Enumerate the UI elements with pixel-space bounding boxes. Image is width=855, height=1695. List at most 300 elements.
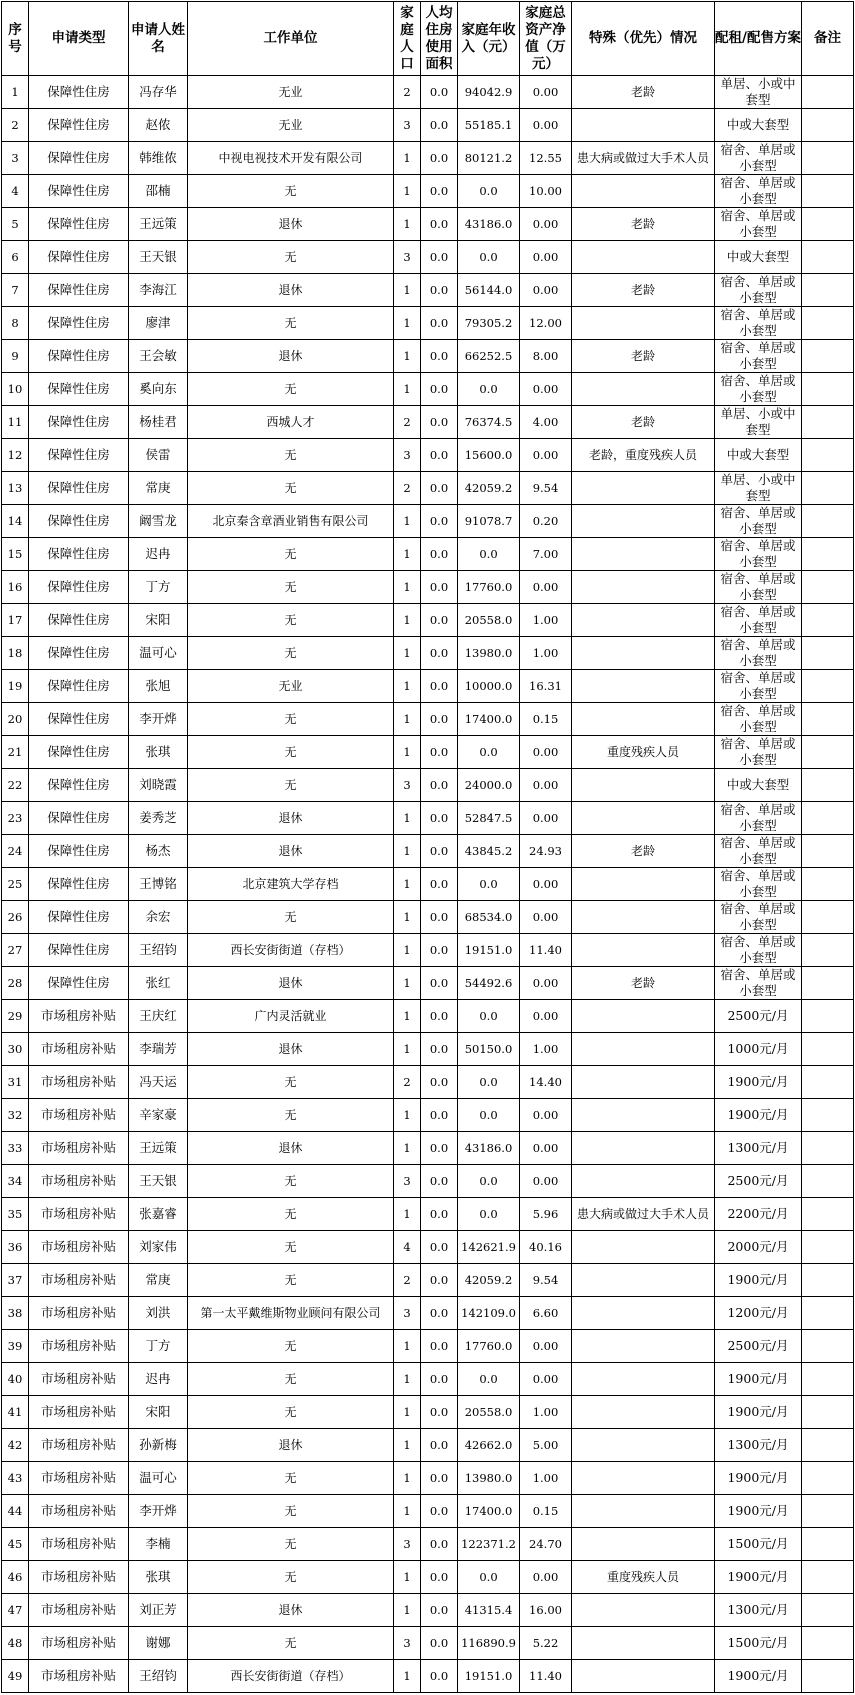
cell-area-per-person: 0.0 (421, 769, 458, 802)
cell-area-per-person: 0.0 (421, 901, 458, 934)
cell-applicant-name: 李开烨 (129, 703, 188, 736)
cell-area-per-person: 0.0 (421, 571, 458, 604)
table-row (2, 1528, 854, 1561)
cell-net-assets: 1.00 (520, 637, 572, 670)
cell-household-size: 1 (394, 1099, 421, 1132)
cell-remarks (802, 439, 854, 472)
cell-remarks (802, 868, 854, 901)
cell-application-type: 保障性住房 (29, 175, 129, 208)
cell-annual-income: 42662.0 (458, 1429, 520, 1462)
cell-allocation-plan: 1900元/月 (715, 1495, 802, 1528)
cell-household-size: 1 (394, 1363, 421, 1396)
cell-index: 14 (2, 505, 29, 538)
cell-application-type: 保障性住房 (29, 967, 129, 1000)
cell-annual-income: 0.0 (458, 1561, 520, 1594)
cell-remarks (802, 934, 854, 967)
cell-remarks (802, 1066, 854, 1099)
cell-annual-income: 19151.0 (458, 1660, 520, 1693)
table-row (2, 1132, 854, 1165)
cell-remarks (802, 1594, 854, 1627)
cell-net-assets: 0.00 (520, 1099, 572, 1132)
cell-remarks (802, 76, 854, 109)
cell-application-type: 市场租房补贴 (29, 1099, 129, 1132)
cell-work-unit: 无 (188, 1462, 394, 1495)
cell-special-case (572, 1000, 715, 1033)
table-row (2, 109, 854, 142)
cell-annual-income: 20558.0 (458, 1396, 520, 1429)
cell-application-type: 市场租房补贴 (29, 1231, 129, 1264)
cell-special-case (572, 1396, 715, 1429)
cell-net-assets: 11.40 (520, 934, 572, 967)
cell-household-size: 2 (394, 1264, 421, 1297)
cell-allocation-plan: 宿舍、单居或小套型 (715, 637, 802, 670)
cell-area-per-person: 0.0 (421, 934, 458, 967)
cell-application-type: 保障性住房 (29, 670, 129, 703)
cell-work-unit: 无业 (188, 670, 394, 703)
cell-remarks (802, 835, 854, 868)
cell-special-case: 老龄 (572, 406, 715, 439)
cell-area-per-person: 0.0 (421, 1000, 458, 1033)
cell-remarks (802, 1363, 854, 1396)
cell-household-size: 3 (394, 769, 421, 802)
cell-application-type: 保障性住房 (29, 76, 129, 109)
cell-net-assets: 0.00 (520, 274, 572, 307)
cell-applicant-name: 温可心 (129, 1462, 188, 1495)
table-row (2, 76, 854, 109)
cell-allocation-plan: 2500元/月 (715, 1330, 802, 1363)
cell-index: 24 (2, 835, 29, 868)
cell-area-per-person: 0.0 (421, 274, 458, 307)
cell-net-assets: 9.54 (520, 1264, 572, 1297)
cell-application-type: 保障性住房 (29, 109, 129, 142)
cell-special-case (572, 769, 715, 802)
cell-index: 35 (2, 1198, 29, 1231)
cell-application-type: 市场租房补贴 (29, 1396, 129, 1429)
cell-remarks (802, 175, 854, 208)
cell-application-type: 市场租房补贴 (29, 1561, 129, 1594)
cell-special-case (572, 241, 715, 274)
cell-allocation-plan: 宿舍、单居或小套型 (715, 142, 802, 175)
cell-area-per-person: 0.0 (421, 439, 458, 472)
cell-area-per-person: 0.0 (421, 802, 458, 835)
cell-remarks (802, 670, 854, 703)
cell-annual-income: 94042.9 (458, 76, 520, 109)
cell-remarks (802, 373, 854, 406)
cell-special-case: 老龄 (572, 340, 715, 373)
cell-index: 3 (2, 142, 29, 175)
table-row (2, 1033, 854, 1066)
cell-household-size: 1 (394, 1462, 421, 1495)
cell-allocation-plan: 1500元/月 (715, 1528, 802, 1561)
cell-allocation-plan: 单居、小或中套型 (715, 472, 802, 505)
cell-index: 1 (2, 76, 29, 109)
cell-annual-income: 0.0 (458, 241, 520, 274)
cell-application-type: 市场租房补贴 (29, 1660, 129, 1693)
cell-annual-income: 56144.0 (458, 274, 520, 307)
cell-application-type: 保障性住房 (29, 241, 129, 274)
cell-special-case (572, 604, 715, 637)
cell-area-per-person: 0.0 (421, 1561, 458, 1594)
cell-net-assets: 1.00 (520, 1033, 572, 1066)
cell-annual-income: 0.0 (458, 1000, 520, 1033)
cell-special-case (572, 1099, 715, 1132)
cell-annual-income: 55185.1 (458, 109, 520, 142)
table-row (2, 1594, 854, 1627)
cell-applicant-name: 李开烨 (129, 1495, 188, 1528)
cell-household-size: 1 (394, 274, 421, 307)
cell-annual-income: 43186.0 (458, 208, 520, 241)
cell-net-assets: 0.00 (520, 769, 572, 802)
cell-allocation-plan: 宿舍、单居或小套型 (715, 373, 802, 406)
cell-index: 33 (2, 1132, 29, 1165)
table-row (2, 1330, 854, 1363)
cell-index: 12 (2, 439, 29, 472)
cell-net-assets: 12.55 (520, 142, 572, 175)
cell-area-per-person: 0.0 (421, 373, 458, 406)
cell-household-size: 1 (394, 835, 421, 868)
cell-applicant-name: 姜秀芝 (129, 802, 188, 835)
cell-applicant-name: 宋阳 (129, 1396, 188, 1429)
cell-household-size: 1 (394, 307, 421, 340)
cell-remarks (802, 1561, 854, 1594)
cell-household-size: 1 (394, 1594, 421, 1627)
cell-index: 23 (2, 802, 29, 835)
cell-annual-income: 17760.0 (458, 1330, 520, 1363)
cell-household-size: 3 (394, 1165, 421, 1198)
cell-special-case (572, 670, 715, 703)
cell-net-assets: 7.00 (520, 538, 572, 571)
cell-area-per-person: 0.0 (421, 1165, 458, 1198)
cell-remarks (802, 1528, 854, 1561)
cell-special-case (572, 1363, 715, 1396)
cell-work-unit: 退休 (188, 1594, 394, 1627)
cell-application-type: 保障性住房 (29, 208, 129, 241)
cell-work-unit: 西长安街街道（存档） (188, 1660, 394, 1693)
cell-remarks (802, 406, 854, 439)
header-application-type: 申请类型 (29, 2, 129, 76)
cell-applicant-name: 张嘉睿 (129, 1198, 188, 1231)
cell-special-case (572, 538, 715, 571)
cell-remarks (802, 637, 854, 670)
cell-household-size: 1 (394, 208, 421, 241)
cell-household-size: 1 (394, 934, 421, 967)
table-row (2, 1627, 854, 1660)
cell-annual-income: 17400.0 (458, 1495, 520, 1528)
cell-household-size: 1 (394, 1033, 421, 1066)
cell-index: 40 (2, 1363, 29, 1396)
cell-index: 28 (2, 967, 29, 1000)
cell-allocation-plan: 宿舍、单居或小套型 (715, 274, 802, 307)
cell-household-size: 2 (394, 406, 421, 439)
cell-work-unit: 无 (188, 175, 394, 208)
cell-special-case: 重度残疾人员 (572, 1561, 715, 1594)
cell-annual-income: 20558.0 (458, 604, 520, 637)
table-row (2, 1165, 854, 1198)
cell-index: 26 (2, 901, 29, 934)
cell-household-size: 1 (394, 505, 421, 538)
cell-index: 13 (2, 472, 29, 505)
cell-allocation-plan: 宿舍、单居或小套型 (715, 175, 802, 208)
cell-applicant-name: 王远策 (129, 1132, 188, 1165)
cell-application-type: 保障性住房 (29, 340, 129, 373)
table-row (2, 1561, 854, 1594)
cell-annual-income: 54492.6 (458, 967, 520, 1000)
cell-index: 15 (2, 538, 29, 571)
cell-applicant-name: 谢娜 (129, 1627, 188, 1660)
cell-allocation-plan: 1900元/月 (715, 1561, 802, 1594)
cell-allocation-plan: 宿舍、单居或小套型 (715, 967, 802, 1000)
table-row (2, 1066, 854, 1099)
cell-net-assets: 0.00 (520, 901, 572, 934)
cell-application-type: 市场租房补贴 (29, 1462, 129, 1495)
cell-annual-income: 42059.2 (458, 472, 520, 505)
cell-index: 42 (2, 1429, 29, 1462)
cell-household-size: 3 (394, 241, 421, 274)
cell-annual-income: 19151.0 (458, 934, 520, 967)
table-row (2, 373, 854, 406)
cell-household-size: 1 (394, 340, 421, 373)
cell-applicant-name: 冯存华 (129, 76, 188, 109)
cell-work-unit: 无 (188, 901, 394, 934)
cell-net-assets: 0.00 (520, 109, 572, 142)
cell-area-per-person: 0.0 (421, 1396, 458, 1429)
cell-net-assets: 10.00 (520, 175, 572, 208)
cell-annual-income: 0.0 (458, 1099, 520, 1132)
cell-special-case (572, 1528, 715, 1561)
cell-area-per-person: 0.0 (421, 1297, 458, 1330)
cell-work-unit: 北京秦含章酒业销售有限公司 (188, 505, 394, 538)
cell-remarks (802, 1198, 854, 1231)
cell-household-size: 3 (394, 1627, 421, 1660)
cell-work-unit: 无 (188, 703, 394, 736)
cell-applicant-name: 廖津 (129, 307, 188, 340)
table-row (2, 208, 854, 241)
cell-index: 20 (2, 703, 29, 736)
applicant-table (1, 1, 854, 1693)
cell-application-type: 市场租房补贴 (29, 1297, 129, 1330)
cell-area-per-person: 0.0 (421, 967, 458, 1000)
table-row (2, 439, 854, 472)
cell-applicant-name: 赵侬 (129, 109, 188, 142)
cell-net-assets: 1.00 (520, 1462, 572, 1495)
table-row (2, 1495, 854, 1528)
cell-remarks (802, 571, 854, 604)
cell-applicant-name: 王博铭 (129, 868, 188, 901)
cell-household-size: 1 (394, 571, 421, 604)
cell-household-size: 2 (394, 472, 421, 505)
cell-household-size: 1 (394, 1561, 421, 1594)
cell-annual-income: 0.0 (458, 1363, 520, 1396)
cell-annual-income: 24000.0 (458, 769, 520, 802)
cell-allocation-plan: 宿舍、单居或小套型 (715, 670, 802, 703)
cell-work-unit: 无 (188, 1198, 394, 1231)
cell-special-case: 老龄 (572, 274, 715, 307)
cell-index: 27 (2, 934, 29, 967)
cell-area-per-person: 0.0 (421, 1462, 458, 1495)
cell-annual-income: 13980.0 (458, 1462, 520, 1495)
cell-annual-income: 17400.0 (458, 703, 520, 736)
cell-allocation-plan: 宿舍、单居或小套型 (715, 538, 802, 571)
table-row (2, 406, 854, 439)
cell-application-type: 保障性住房 (29, 769, 129, 802)
table-row (2, 1396, 854, 1429)
cell-household-size: 1 (394, 802, 421, 835)
cell-work-unit: 无 (188, 1396, 394, 1429)
cell-application-type: 市场租房补贴 (29, 1594, 129, 1627)
cell-remarks (802, 1231, 854, 1264)
table-row (2, 835, 854, 868)
cell-work-unit: 无 (188, 241, 394, 274)
cell-annual-income: 0.0 (458, 1198, 520, 1231)
cell-index: 22 (2, 769, 29, 802)
cell-special-case: 重度残疾人员 (572, 736, 715, 769)
cell-index: 9 (2, 340, 29, 373)
cell-remarks (802, 769, 854, 802)
cell-index: 31 (2, 1066, 29, 1099)
cell-remarks (802, 472, 854, 505)
cell-special-case (572, 1429, 715, 1462)
cell-remarks (802, 1429, 854, 1462)
cell-allocation-plan: 中或大套型 (715, 241, 802, 274)
cell-index: 39 (2, 1330, 29, 1363)
cell-annual-income: 68534.0 (458, 901, 520, 934)
cell-index: 44 (2, 1495, 29, 1528)
cell-work-unit: 无 (188, 1495, 394, 1528)
header-household-size: 家庭人口 (394, 2, 421, 76)
cell-allocation-plan: 1000元/月 (715, 1033, 802, 1066)
cell-applicant-name: 侯雷 (129, 439, 188, 472)
cell-application-type: 保障性住房 (29, 901, 129, 934)
table-row (2, 307, 854, 340)
cell-household-size: 1 (394, 175, 421, 208)
cell-work-unit: 无 (188, 538, 394, 571)
cell-applicant-name: 李海江 (129, 274, 188, 307)
cell-work-unit: 无 (188, 307, 394, 340)
cell-applicant-name: 辛家豪 (129, 1099, 188, 1132)
cell-household-size: 1 (394, 637, 421, 670)
cell-area-per-person: 0.0 (421, 1429, 458, 1462)
cell-annual-income: 42059.2 (458, 1264, 520, 1297)
cell-net-assets: 12.00 (520, 307, 572, 340)
cell-work-unit: 退休 (188, 1033, 394, 1066)
cell-special-case (572, 1033, 715, 1066)
cell-special-case (572, 373, 715, 406)
cell-applicant-name: 迟冉 (129, 538, 188, 571)
table-row (2, 472, 854, 505)
cell-index: 7 (2, 274, 29, 307)
cell-remarks (802, 109, 854, 142)
cell-allocation-plan: 2500元/月 (715, 1165, 802, 1198)
cell-allocation-plan: 1900元/月 (715, 1264, 802, 1297)
table-row (2, 1297, 854, 1330)
cell-special-case (572, 1462, 715, 1495)
cell-annual-income: 91078.7 (458, 505, 520, 538)
table-row (2, 769, 854, 802)
table-row (2, 1660, 854, 1693)
cell-applicant-name: 张琪 (129, 736, 188, 769)
cell-work-unit: 无 (188, 1231, 394, 1264)
cell-applicant-name: 杨桂君 (129, 406, 188, 439)
cell-applicant-name: 王天银 (129, 1165, 188, 1198)
header-allocation-plan: 配租/配售方案 (715, 2, 802, 76)
cell-special-case (572, 703, 715, 736)
cell-allocation-plan: 1300元/月 (715, 1429, 802, 1462)
cell-remarks (802, 208, 854, 241)
cell-net-assets: 0.00 (520, 1165, 572, 1198)
cell-household-size: 1 (394, 142, 421, 175)
cell-applicant-name: 刘洪 (129, 1297, 188, 1330)
cell-allocation-plan: 2000元/月 (715, 1231, 802, 1264)
cell-remarks (802, 1165, 854, 1198)
cell-net-assets: 0.00 (520, 241, 572, 274)
cell-household-size: 1 (394, 868, 421, 901)
cell-work-unit: 无 (188, 736, 394, 769)
cell-area-per-person: 0.0 (421, 142, 458, 175)
cell-index: 34 (2, 1165, 29, 1198)
cell-work-unit: 无 (188, 1165, 394, 1198)
cell-special-case (572, 1264, 715, 1297)
cell-application-type: 市场租房补贴 (29, 1363, 129, 1396)
cell-application-type: 保障性住房 (29, 637, 129, 670)
cell-household-size: 1 (394, 604, 421, 637)
cell-annual-income: 50150.0 (458, 1033, 520, 1066)
cell-special-case (572, 1165, 715, 1198)
cell-net-assets: 0.00 (520, 1561, 572, 1594)
cell-net-assets: 0.00 (520, 208, 572, 241)
cell-area-per-person: 0.0 (421, 1495, 458, 1528)
cell-work-unit: 退休 (188, 835, 394, 868)
cell-remarks (802, 241, 854, 274)
cell-work-unit: 西城人才 (188, 406, 394, 439)
table-row (2, 538, 854, 571)
cell-household-size: 1 (394, 1429, 421, 1462)
cell-annual-income: 15600.0 (458, 439, 520, 472)
cell-work-unit: 无 (188, 571, 394, 604)
cell-work-unit: 无业 (188, 76, 394, 109)
cell-special-case (572, 1495, 715, 1528)
cell-annual-income: 10000.0 (458, 670, 520, 703)
cell-work-unit: 退休 (188, 967, 394, 1000)
cell-household-size: 1 (394, 1198, 421, 1231)
cell-work-unit: 无 (188, 1627, 394, 1660)
cell-annual-income: 0.0 (458, 538, 520, 571)
cell-application-type: 市场租房补贴 (29, 1495, 129, 1528)
cell-application-type: 市场租房补贴 (29, 1627, 129, 1660)
cell-work-unit: 西长安街街道（存档） (188, 934, 394, 967)
table-row (2, 175, 854, 208)
cell-area-per-person: 0.0 (421, 604, 458, 637)
cell-annual-income: 0.0 (458, 373, 520, 406)
cell-work-unit: 无 (188, 1099, 394, 1132)
cell-area-per-person: 0.0 (421, 1594, 458, 1627)
cell-applicant-name: 常庚 (129, 472, 188, 505)
cell-net-assets: 0.00 (520, 1363, 572, 1396)
cell-application-type: 保障性住房 (29, 274, 129, 307)
cell-net-assets: 24.70 (520, 1528, 572, 1561)
cell-remarks (802, 505, 854, 538)
cell-area-per-person: 0.0 (421, 1066, 458, 1099)
cell-household-size: 1 (394, 1396, 421, 1429)
cell-special-case (572, 1330, 715, 1363)
cell-net-assets: 0.00 (520, 802, 572, 835)
cell-area-per-person: 0.0 (421, 736, 458, 769)
cell-application-type: 保障性住房 (29, 472, 129, 505)
cell-area-per-person: 0.0 (421, 505, 458, 538)
cell-allocation-plan: 宿舍、单居或小套型 (715, 703, 802, 736)
cell-index: 6 (2, 241, 29, 274)
cell-special-case: 老龄 (572, 76, 715, 109)
header-annual-income: 家庭年收入（元） (458, 2, 520, 76)
